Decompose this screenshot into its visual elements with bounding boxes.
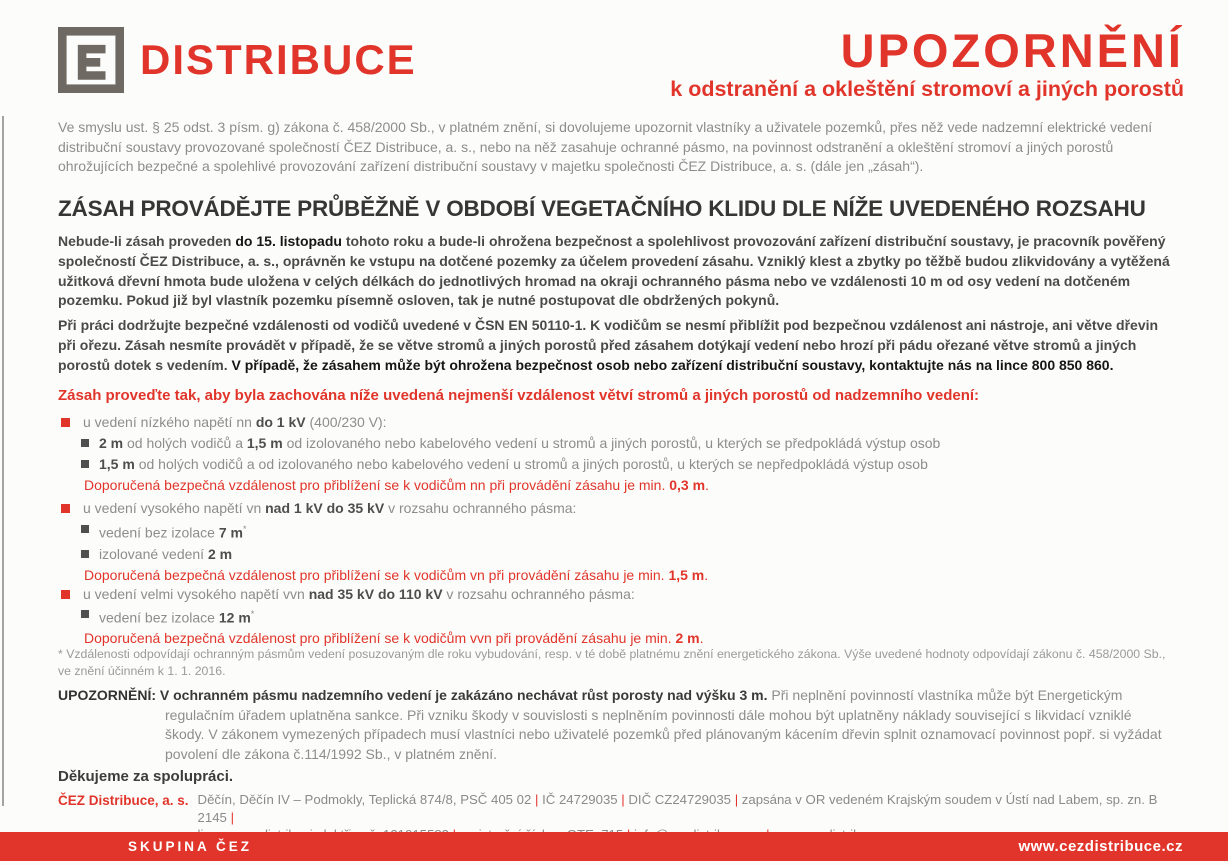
recommended-distance-note: Doporučená bezpečná vzdálenost pro přiblížení se k vodičům vvn při provádění zásahu je min. 2 m. [84, 629, 704, 646]
warning-label: UPOZORNĚNÍ: [58, 687, 156, 703]
cez-logo-icon [58, 27, 124, 93]
section-very-high-voltage-vvn [58, 584, 1172, 648]
bottom-brand-bar [0, 832, 1228, 861]
footer-company-name: ČEZ Distribuce, a. s. [58, 793, 189, 808]
sub-bullet-square-icon [81, 610, 89, 618]
safety-distances-paragraph: Při práci dodržujte bezpečné vzdálenosti od vodičů uvedené v ČSN EN 50110-1. K vodičům se nesmí přiblížit pod bezpečnou vzdálenost ani nástroje, ani větve dřevin při ořezu. Zásah nesmíte provádět v případě, že se větve stromů a jiných porostů před zásahem dotýkají vedení nebo hrozí při pádu ořezané větve stromů a jiných porostů dotek s vedením. V případě, že zásahem může být ohrožena bezpečnost osob nebo zařízení distribuční soustavy, kontaktujte nás na lince 800 850 860. [58, 317, 1159, 373]
list-item [81, 604, 1172, 628]
warning-paragraph [58, 686, 1172, 764]
list-item [81, 519, 1172, 544]
recommended-distance-note: Doporučená bezpečná vzdálenost pro přiblížení se k vodičům nn při provádění zásahu je min. 0,3 m. [84, 477, 709, 493]
section-heading-row [58, 498, 1172, 519]
website-url-label: www.cezdistribuce.cz [1018, 838, 1183, 855]
distance-requirements-lead: Zásah proveďte tak, aby byla zachována níže uvedená nejmenší vzdálenost větví stromů a jiných porostů od nadzemního vedení: [58, 387, 980, 404]
brand-distribuce-label: DISTRIBUCE [140, 36, 417, 83]
section-heading-row [58, 584, 1172, 604]
list-item [81, 433, 1172, 454]
section-heading-row [58, 412, 1172, 433]
title-block [670, 26, 1184, 102]
sub-bullet-square-icon [81, 550, 89, 558]
list-item-text: izolované vedení 2 m [99, 545, 233, 562]
section-low-voltage-nn [58, 412, 1172, 496]
intro-paragraph: Ve smyslu ust. § 25 odst. 3 písm. g) zákona č. 458/2000 Sb., v platném znění, si dovolujeme upozornit vlastníky a uživatele pozemků, přes něž vede nadzemní elektrické vedení distribuční soustavy provozované společností ČEZ Distribuce, a. s., nebo na něž zasahuje ochranné pásmo, na povinnost odstranění a okleštění stromoví a jiných porostů ohrožujících bezpečné a spolehlivé provozování zařízení distribuční soustavy v majetku společnosti ČEZ Distribuce, a. s. (dále jen „zásah“). [58, 119, 1153, 174]
page-title: UPOZORNĚNÍ [840, 24, 1184, 77]
main-heading: ZÁSAH PROVÁDĚJTE PRŮBĚŽNĚ V OBDOBÍ VEGETAČNÍHO KLIDU DLE NÍŽE UVEDENÉHO ROZSAHU [58, 196, 1146, 221]
thanks-line: Děkujeme za spolupráci. [58, 768, 234, 785]
warning-text: V ochranném pásmu nadzemního vedení je zakázáno nechávat růst porosty nad výšku 3 m. Při neplnění povinností vlastníka může být Energetickým regulačním úřadem uplatněna sankce. Při vzniku škody v souvislosti s neplněním povinnosti dále mohou být uplatněny náklady související s likvidací vzniklé škody. V zákonem vymezených případech musí vlastníci nebo uživatelé pozemků před plánovaným kácením dřevin splnit oznamovací povinnost popř. si vyžádat povolení dle zákona č.114/1992 Sb., v platném znění. [159, 687, 1162, 762]
list-item-text: 2 m od holých vodičů a 1,5 m od izolovaného nebo kabelového vedení u stromů a jiných porostů, u kterých se předpokládá výstup osob [99, 435, 941, 451]
section-high-voltage-vn [58, 498, 1172, 586]
section-intro-text: u vedení velmi vysokého napětí vvn nad 35 kV do 110 kV v rozsahu ochranného pásma: [83, 586, 635, 602]
bullet-square-icon [61, 590, 70, 599]
section-intro-text: u vedení vysokého napětí vn nad 1 kV do 35 kV v rozsahu ochranného pásma: [83, 500, 577, 516]
recommended-distance-note: Doporučená bezpečná vzdálenost pro přiblížení se k vodičům vn při provádění zásahu je min. 1,5 m. [84, 566, 709, 583]
scan-artifact-line [2, 116, 4, 806]
bullet-square-icon [61, 418, 70, 427]
footer-line-1: Děčín, Děčín IV – Podmokly, Teplická 874/8, PSČ 405 02 | IČ 24729035 | DIČ CZ24729035 | zapsána v OR vedeném Krajským soudem v Ústí nad Labem, sp. zn. B 2145 | [197, 792, 1158, 825]
list-item-text: 1,5 m od holých vodičů a od izolovaného nebo kabelového vedení u stromů a jiných porostů, u kterých se nepředpokládá výstup osob [99, 456, 928, 472]
list-item [81, 544, 1172, 565]
section-intro-text: u vedení nízkého napětí nn do 1 kV (400/230 V): [83, 414, 387, 430]
list-item-text: vedení bez izolace 7 m* [99, 524, 247, 541]
sub-bullet-square-icon [81, 525, 89, 533]
sub-bullet-square-icon [81, 460, 89, 468]
page-subtitle: k odstranění a okleštění stromoví a jiných porostů [670, 77, 1184, 102]
list-item [81, 454, 1172, 475]
list-item-text: vedení bez izolace 12 m* [99, 609, 255, 626]
bullet-square-icon [61, 504, 70, 513]
sub-bullet-square-icon [81, 439, 89, 447]
footnote: * Vzdálenosti odpovídají ochranným pásmům vedení posuzovaným dle roku vybudování, resp. v té době platnému znění energetického zákona. Výše uvedené hodnoty odpovídají zákonu č. 458/2000 Sb., ve znění účinném k 1. 1. 2016. [58, 647, 1166, 678]
skupina-cez-label: SKUPINA ČEZ [128, 839, 253, 854]
deadline-paragraph: Nebude-li zásah proveden do 15. listopadu tohoto roku a bude-li ohrožena bezpečnost a spolehlivost provozování zařízení distribuční soustavy, je pracovník pověřený společností ČEZ Distribuce, a. s., oprávněn ke vstupu na dotčené pozemky za účelem provedení zásahu. Vzniklý klest a zbytky po těžbě budou zlikvidovány a vytěžená užitková dřevní hmota bude uložena v celých délkách do jednotlivých hromad na okraji ochranného pásma nebo ve vzdálenosti 10 m od osy vedení na dotčeném pozemku. Pokud již byl vlastník pozemku písemně osloven, tak je nutné postupovat dle obdržených pokynů. [58, 233, 1170, 309]
